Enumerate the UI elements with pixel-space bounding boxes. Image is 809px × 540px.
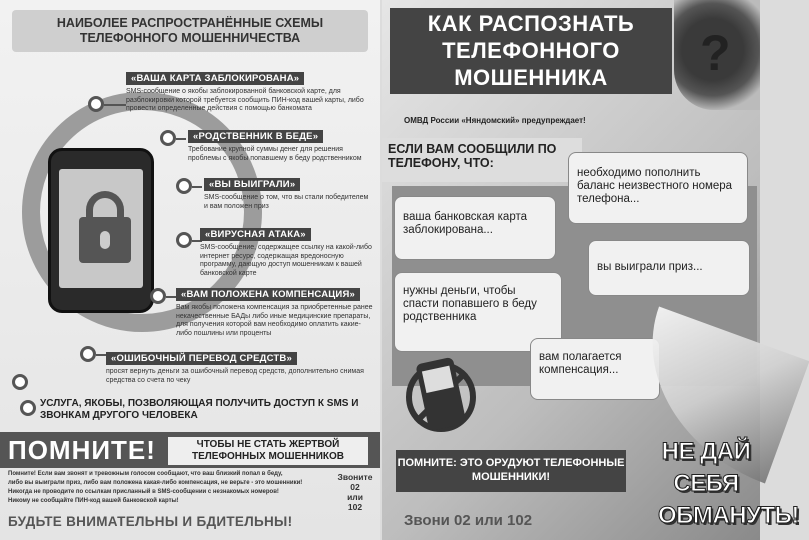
left-leaflet-panel [0,0,380,540]
slogan-line: СЕБЯ [673,470,739,497]
speech-bubble: вы выиграли приз... [588,240,750,296]
connector-dot [176,178,192,194]
scheme-description: Требование крупной суммы денег для решения проблемы с якобы попавшему в беду родственником [188,146,362,162]
dont-be-fooled-slogan [658,436,799,532]
warning-line: либо вы выиграли приз, либо вам положена какая-либо компенсация, не верьте - это мошенники! [8,480,303,486]
if-told-heading: ЕСЛИ ВАМ СООБЩИЛИ ПО ТЕЛЕФОНУ, ЧТО: [382,138,582,182]
remember-note: ЧТОБЫ НЕ СТАТЬ ЖЕРТВОЙ ТЕЛЕФОННЫХ МОШЕННИКОВ [168,437,368,465]
scheme-description: SMS-сообщение о якобы заблокированной банковской карте, для разблокировки которой требуется сообщить ПИН-код вашей карты, либо провести определенные действия с помощью банкомата [126,88,364,112]
connector-dot [160,130,176,146]
question-mark-icon: ? [700,25,731,81]
remember-banner [0,432,380,468]
connector-dot [176,232,192,248]
speech-bubble: ваша банковская карта заблокирована... [394,196,556,260]
speech-bubble: вам полагается компенсация... [530,338,660,400]
call-line: или [347,492,363,502]
scheme-title: «ВАША КАРТА ЗАБЛОКИРОВАНА» [126,72,304,85]
title-line: КАК РАСПОЗНАТЬ [427,11,635,36]
scheme-you-won [204,174,374,211]
left-title: НАИБОЛЕЕ РАСПРОСТРАНЁННЫЕ СХЕМЫ ТЕЛЕФОННОГО МОШЕННИЧЕСТВА [12,10,368,52]
scheme-description: Вам якобы положена компенсация за приобретенные ранее некачественные БАДы либо иные медицинские препараты, для получения которой вам необходимо оплатить какие-либо пошлины или проценты [176,304,373,337]
scheme-compensation [176,284,374,338]
scheme-relative-in-trouble [188,126,374,163]
warning-line: Помните! Если вам звонят и тревожным голосом сообщают, что ваш близкий попал в беду, [8,471,283,477]
phone-screen [59,169,143,288]
fraudsters-warning: ПОМНИТЕ: ЭТО ОРУДУЮТ ТЕЛЕФОННЫЕ МОШЕННИКИ! [396,450,626,492]
keyhole-icon [100,231,110,249]
connector-line [192,186,202,188]
speech-bubble: необходимо пополнить баланс неизвестного номера телефона... [568,152,748,224]
scheme-title: «ВЫ ВЫИГРАЛИ» [204,178,300,191]
be-attentive-slogan: БУДЬТЕ ВНИМАТЕЛЬНЫ И БДИТЕЛЬНЫ! [8,514,293,529]
connector-line [96,354,106,356]
title-line: МОШЕННИКА [454,65,608,90]
warning-line: Никогда не проводите по ссылкам присланный в SMS-сообщении с незнакомых номеров! [8,489,279,495]
call-line: 102 [347,502,363,512]
title-line: ТЕЛЕФОННОГО [442,38,620,63]
scheme-title: «ОШИБОЧНЫЙ ПЕРЕВОД СРЕДСТВ» [106,352,297,365]
call-numbers-right: Звони 02 или 102 [404,512,533,529]
scheme-description: просят вернуть деньги за ошибочный перевод средств, дополнительно снимая средства со счета по чеку [106,368,364,384]
scheme-wrong-transfer [106,348,366,385]
locked-phone-icon [48,148,154,313]
speech-bubble: нужны деньги, чтобы спасти попавшего в беду родственника [394,272,562,352]
connector-line [176,138,186,140]
call-line: Звоните [337,472,373,482]
call-line: 02 [350,482,360,492]
scheme-virus-attack [200,224,374,278]
warning-list [8,470,330,506]
call-numbers [334,472,376,512]
scheme-description: SMS-сообщение, содержащее ссылку на какой-либо интернет ресурс, содержащая вредоносную программу, дающую доступ мошенникам к вашей банковской карте [200,244,372,277]
scheme-title: «ВАМ ПОЛОЖЕНА КОМПЕНСАЦИЯ» [176,288,360,301]
connector-dot [20,400,36,416]
right-leaflet-panel [382,0,799,540]
police-warning: ОМВД России «Няндомский» предупреждает! [404,116,586,125]
connector-dot [12,374,28,390]
warning-line: Никому не сообщайте ПИН-код вашей банковской карты! [8,498,179,504]
connector-dot [150,288,166,304]
connector-line [166,296,176,298]
remember-heading: ПОМНИТЕ! [8,435,156,465]
scheme-card-blocked [126,68,376,114]
connector-dot [88,96,104,112]
scheme-description: SMS-сообщение о том, что вы стали победителем и вам положен приз [204,194,369,210]
right-title [390,8,672,94]
scheme-title: «ВИРУСНАЯ АТАКА» [200,228,311,241]
connector-dot [80,346,96,362]
scheme-title: «РОДСТВЕННИК В БЕДЕ» [188,130,323,143]
scheme-spy-service: УСЛУГА, ЯКОБЫ, ПОЗВОЛЯЮЩАЯ ПОЛУЧИТЬ ДОСТУП К SMS И ЗВОНКАМ ДРУГОГО ЧЕЛОВЕКА [40,398,359,421]
slogan-line: ОБМАНУТЬ! [658,502,799,529]
slogan-line: НЕ ДАЙ [661,438,751,465]
connector-line [104,104,126,106]
